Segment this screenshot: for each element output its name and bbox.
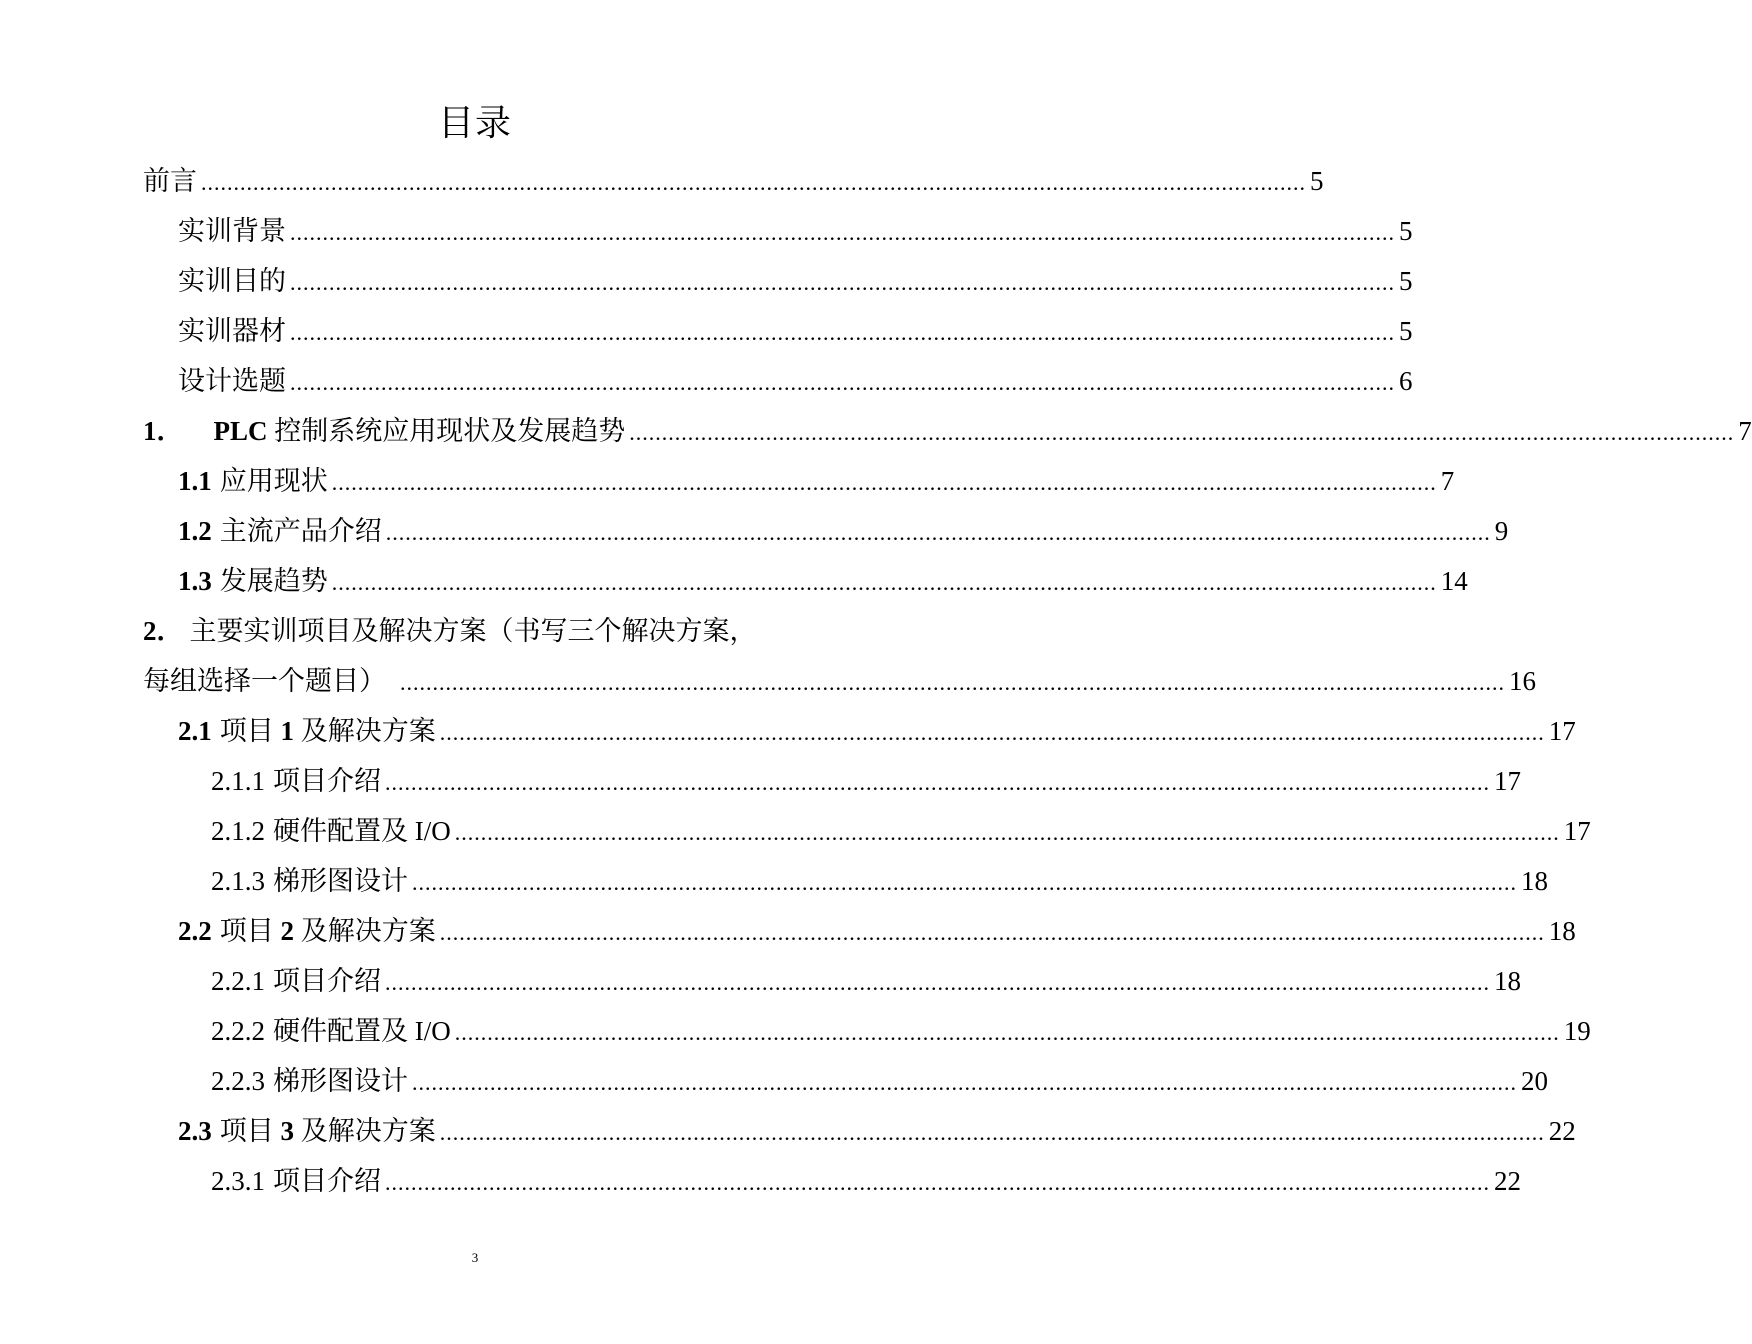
- toc-entry-page: 20: [1521, 1066, 1548, 1096]
- dot-leader: ..........................................................................................................................................................................: [331, 470, 1437, 495]
- project-number: 2: [280, 916, 294, 946]
- toc-entry-number: 1．: [143, 416, 184, 446]
- toc-entry-number: 2.1: [178, 716, 212, 746]
- toc-entry-page: 5: [1399, 266, 1413, 296]
- toc-entry-label: 实训器材: [178, 316, 286, 346]
- toc-entry-page: 17: [1548, 716, 1576, 746]
- toc-entry-subsection[interactable]: [211, 856, 1548, 906]
- toc-entry-page: 6: [1399, 366, 1413, 396]
- label-suffix: 及解决方案: [294, 716, 436, 746]
- toc-entry-page: 18: [1521, 866, 1548, 896]
- toc-entry[interactable]: [178, 206, 1413, 256]
- toc-entry[interactable]: [178, 356, 1413, 406]
- toc-entry[interactable]: [178, 306, 1413, 356]
- dot-leader: ..........................................................................................................................................................................: [454, 820, 1560, 845]
- toc-entry-number: 2.2: [178, 916, 212, 946]
- dot-leader: ..........................................................................................................................................................................: [454, 1020, 1560, 1045]
- label-prefix: 项目: [219, 916, 281, 946]
- toc-entry-page: 14: [1440, 566, 1468, 596]
- toc-entry-page: 5: [1310, 166, 1324, 196]
- dot-leader: ..........................................................................................................................................................................: [385, 520, 1491, 545]
- toc-entry-number: 2.2.3: [211, 1066, 265, 1096]
- toc-entry-label: 应用现状: [219, 466, 328, 496]
- toc-entry-number: 2.2.2: [211, 1016, 265, 1046]
- dot-leader: ..........................................................................................................................................................................: [439, 720, 1545, 745]
- dot-leader: ..........................................................................................................................................................................: [439, 1120, 1545, 1145]
- toc-entry-label: 主要实训项目及解决方案（书写三个解决方案，: [189, 616, 757, 646]
- label-suffix: 及解决方案: [294, 1116, 436, 1146]
- project-number: 1: [280, 716, 294, 746]
- dot-leader: ..........................................................................................................................................................................: [439, 920, 1545, 945]
- dot-leader: ..........................................................................................................................................................................: [201, 170, 1306, 195]
- dot-leader: ..........................................................................................................................................................................: [412, 1070, 1517, 1095]
- toc-entry[interactable]: [143, 156, 1324, 206]
- dot-leader: ..........................................................................................................................................................................: [331, 570, 1437, 595]
- toc-entry-page: 22: [1548, 1116, 1576, 1146]
- toc-entry-chapter-line1[interactable]: [143, 606, 757, 656]
- toc-entry-label: 硬件配置及 I/O: [273, 816, 451, 846]
- toc-entry-label-continued: 每组选择一个题目）: [143, 666, 386, 696]
- dot-leader: ..........................................................................................................................................................................: [290, 370, 1395, 395]
- toc-entry-number: 2.1.1: [211, 766, 265, 796]
- toc-entry-section[interactable]: [178, 556, 1468, 606]
- toc-entry-number: 2.3.1: [211, 1166, 265, 1196]
- label-prefix: 项目: [219, 1116, 281, 1146]
- toc-entry-page: 7: [1440, 466, 1455, 496]
- toc-entry-label: [220, 906, 436, 956]
- toc-entry-section[interactable]: [178, 1106, 1576, 1156]
- toc-entry-page: 5: [1399, 216, 1413, 246]
- toc-entry-page: 9: [1494, 516, 1509, 546]
- toc-entry-label-text: [214, 416, 626, 446]
- toc-entry-label: 实训目的: [178, 266, 286, 296]
- toc-entry-number: 1.2: [178, 516, 212, 546]
- toc-entry-number: 2.1.2: [211, 816, 265, 846]
- toc-entry-subsection[interactable]: [211, 756, 1521, 806]
- toc-entry-number: 2.2.1: [211, 966, 265, 996]
- toc-entry-page: 19: [1563, 1016, 1591, 1046]
- toc-entry-chapter-line2[interactable]: [143, 656, 1536, 706]
- toc-entry-subsection[interactable]: [211, 1156, 1521, 1206]
- toc-entry-page: 18: [1494, 966, 1521, 996]
- toc-entry-page: 17: [1494, 766, 1521, 796]
- toc-entry[interactable]: [178, 256, 1413, 306]
- toc-entry-label: 主流产品介绍: [219, 516, 382, 546]
- toc-entry-label: [220, 706, 436, 756]
- toc-entry-label: 项目介绍: [273, 1166, 381, 1196]
- toc-entry-label: [220, 1106, 436, 1156]
- toc-entry-page: 18: [1548, 916, 1576, 946]
- toc-entry-number: 1.1: [178, 466, 212, 496]
- toc-entry-section[interactable]: [178, 456, 1455, 506]
- dot-leader: ..........................................................................................................................................................................: [412, 870, 1517, 895]
- dot-leader: ..........................................................................................................................................................................: [290, 320, 1395, 345]
- dot-leader: ..........................................................................................................................................................................: [385, 1170, 1490, 1195]
- toc-entry-label: 项目介绍: [273, 966, 381, 996]
- toc-entry-page: 17: [1563, 816, 1591, 846]
- label-prefix: 项目: [219, 716, 281, 746]
- toc-entry-label: 项目介绍: [273, 766, 381, 796]
- toc-entry-chapter[interactable]: [143, 406, 1752, 456]
- dot-leader: ..........................................................................................................................................................................: [400, 670, 1505, 695]
- toc-entry-subsection[interactable]: [211, 806, 1591, 856]
- toc-entry-label: 发展趋势: [219, 566, 328, 596]
- toc-entry-section[interactable]: [178, 906, 1576, 956]
- toc-entry-label: 前言: [143, 166, 197, 196]
- dot-leader: ..........................................................................................................................................................................: [290, 270, 1395, 295]
- toc-entry-subsection[interactable]: [211, 1056, 1548, 1106]
- toc-entry-label: [214, 406, 626, 456]
- dot-leader: ..........................................................................................................................................................................: [290, 220, 1395, 245]
- toc-entry-page: 22: [1494, 1166, 1521, 1196]
- toc-entry-label: 设计选题: [178, 366, 286, 396]
- project-number: 3: [280, 1116, 294, 1146]
- toc-entry-subsection[interactable]: [211, 1006, 1591, 1056]
- dot-leader: ..........................................................................................................................................................................: [385, 970, 1490, 995]
- toc-entry-label: 梯形图设计: [273, 866, 408, 896]
- plc-bold-text: PLC: [213, 416, 268, 446]
- toc-entry-label: 梯形图设计: [273, 1066, 408, 1096]
- dot-leader: ..........................................................................................................................................................................: [385, 770, 1490, 795]
- toc-entry-label: 硬件配置及 I/O: [273, 1016, 451, 1046]
- dot-leader: ..........................................................................................................................................................................: [629, 420, 1735, 445]
- toc-entry-number: 2．: [143, 616, 184, 646]
- toc-title: 目录: [437, 103, 512, 143]
- toc-entry-page: 7: [1738, 416, 1752, 446]
- toc-entry-number: 2.1.3: [211, 866, 265, 896]
- toc-entry-page: 5: [1399, 316, 1413, 346]
- chapter-title-rest: 控制系统应用现状及发展趋势: [267, 416, 626, 446]
- label-suffix: 及解决方案: [294, 916, 436, 946]
- toc-entry-section[interactable]: [178, 706, 1576, 756]
- toc-entry-number: 1.3: [178, 566, 212, 596]
- toc-entry-number: 2.3: [178, 1116, 212, 1146]
- footer-page-number: 3: [471, 1250, 479, 1265]
- toc-entry-label: 实训背景: [178, 216, 286, 246]
- toc-entry-section[interactable]: [178, 506, 1509, 556]
- toc-entry-subsection[interactable]: [211, 956, 1521, 1006]
- toc-entry-page: 16: [1509, 666, 1536, 696]
